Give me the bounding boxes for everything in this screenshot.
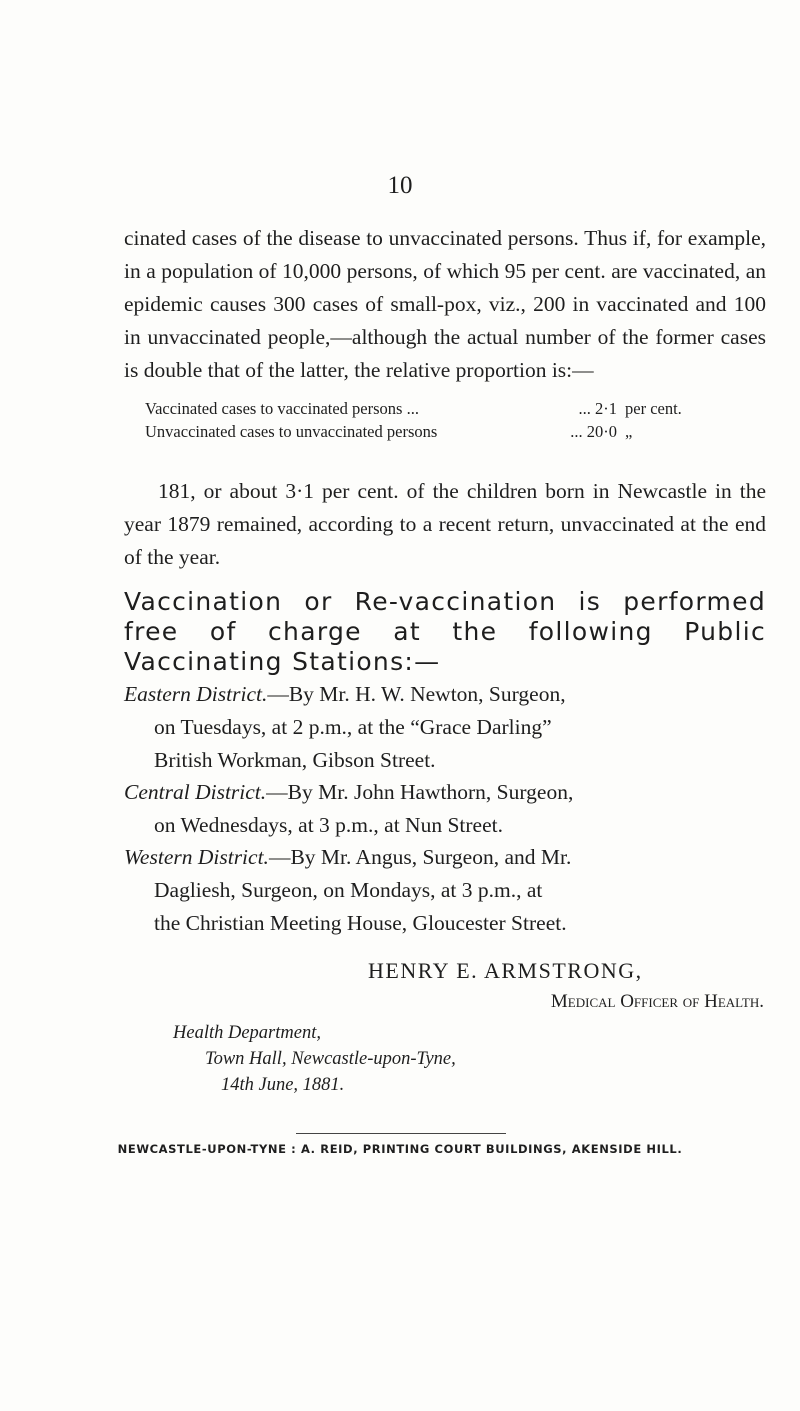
- address-date: 14th June, 1881.: [221, 1075, 345, 1095]
- station-line: —By Mr. H. W. Newton, Surgeon,: [267, 682, 566, 706]
- station-line: on Tuesdays, at 2 p.m., at the “Grace Darling”: [154, 715, 552, 739]
- station-line: the Christian Meeting House, Gloucester Street.: [154, 911, 567, 935]
- station-western: [124, 841, 766, 940]
- station-line: British Workman, Gibson Street.: [154, 748, 436, 772]
- paragraph-children: 181, or about 3·1 per cent. of the children born in Newcastle in the year 1879 remained, according to a recent return, unvaccinated at the end of the year.: [124, 479, 766, 569]
- stations-heading: Vaccination or Re-vaccination is performed free of charge at the following Public Vaccinating Stations:—: [124, 587, 766, 676]
- row-value: ... 2·1: [578, 399, 617, 418]
- district-name: Eastern District.: [124, 682, 268, 706]
- row-label: Vaccinated cases to vaccinated persons ...: [145, 399, 419, 418]
- station-line: on Wednesdays, at 3 p.m., at Nun Street.: [154, 813, 503, 837]
- printer-imprint: NEWCASTLE-UPON-TYNE : A. REID, PRINTING COURT BUILDINGS, AKENSIDE HILL.: [117, 1142, 683, 1156]
- row-unit: „: [625, 422, 633, 441]
- row-unit: per cent.: [625, 399, 682, 418]
- table-row: [145, 397, 765, 420]
- district-name: Western District.: [124, 845, 269, 869]
- district-name: Central District.: [124, 780, 267, 804]
- table-row: [145, 420, 765, 443]
- signature-name: HENRY E. ARMSTRONG,: [368, 958, 643, 983]
- address-line: Health Department,: [173, 1023, 321, 1043]
- row-label: Unvaccinated cases to unvaccinated persons: [145, 422, 438, 441]
- station-central: [124, 776, 766, 842]
- paragraph-intro: cinated cases of the disease to unvaccinated persons. Thus if, for example, in a population of 10,000 persons, of which 95 per cent. are vaccinated, an epidemic causes 300 cases of small-pox, viz., 200 in vaccinated and 100 in unvaccinated people,—although the actual number of the former cases is double that of the latter, the relative proportion is:—: [124, 226, 766, 382]
- divider-rule: [296, 1133, 506, 1134]
- station-line: —By Mr. John Hawthorn, Surgeon,: [266, 780, 574, 804]
- address-line: Town Hall, Newcastle-upon-Tyne,: [205, 1049, 456, 1069]
- station-line: Dagliesh, Surgeon, on Mondays, at 3 p.m., at: [154, 878, 543, 902]
- station-eastern: [124, 678, 766, 777]
- signature-title: Medical Officer of Health.: [550, 991, 764, 1012]
- proportion-table: [145, 397, 765, 443]
- station-line: —By Mr. Angus, Surgeon, and Mr.: [268, 845, 572, 869]
- row-value: ... 20·0: [570, 422, 617, 441]
- page-number: 10: [387, 172, 413, 199]
